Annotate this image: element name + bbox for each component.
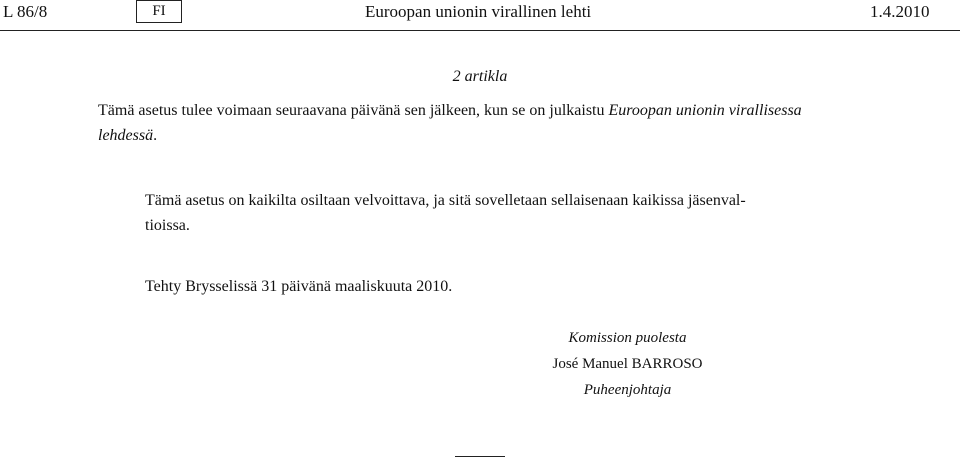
binding-paragraph [145, 188, 746, 238]
end-rule [455, 456, 505, 457]
journal-reference: Euroopan unionin virallisessa [608, 102, 802, 119]
signatory-name: José Manuel BARROSO [552, 356, 703, 372]
done-at-statement: Tehty Brysselissä 31 päivänä maaliskuuta 2010. [145, 278, 453, 295]
page-reference: L 86/8 [3, 2, 48, 21]
article-heading: 2 artikla [452, 68, 508, 85]
sentence-end: . [153, 127, 158, 144]
language-badge: FI [136, 0, 182, 23]
binding-text-line1: Tämä asetus on kaikilta osiltaan velvoittava, ja sitä sovelletaan sellaisenaan kaikissa jäsenval- [145, 192, 746, 209]
page-header [0, 0, 960, 31]
entry-into-force-text: Tämä asetus tulee voimaan seuraavana päivänä sen jälkeen, kun se on julkaistu [98, 102, 609, 119]
journal-title: Euroopan unionin virallinen lehti [365, 2, 592, 21]
publication-date: 1.4.2010 [870, 2, 930, 21]
journal-reference-continued: lehdessä [98, 127, 154, 144]
signatory-role: Puheenjohtaja [583, 382, 672, 398]
binding-text-line2: tioissa. [145, 217, 190, 234]
entry-into-force-paragraph [98, 98, 802, 148]
signature-on-behalf: Komission puolesta [568, 330, 687, 346]
